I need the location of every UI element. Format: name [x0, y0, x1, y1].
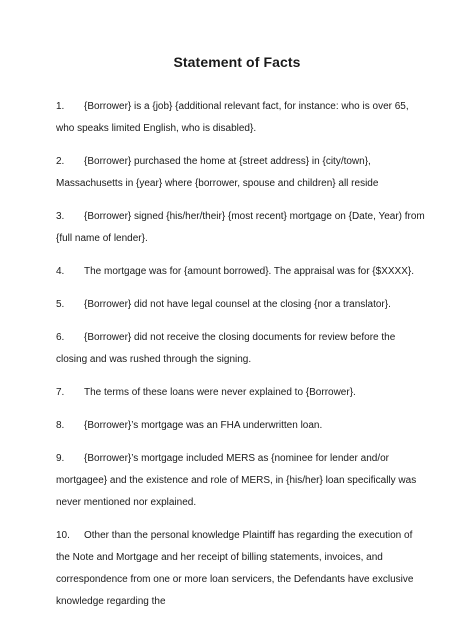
item-text: The terms of these loans were never explained to {Borrower}.: [84, 387, 356, 398]
item-number: 10.: [56, 530, 70, 541]
item-text: {Borrower} purchased the home at {street address} in {city/town}, Massachusetts in {year} where {borrower, spouse and children} all reside: [56, 156, 379, 189]
item-number: 5.: [56, 299, 65, 310]
item-text: {Borrower} did not have legal counsel at the closing {nor a translator}.: [84, 299, 391, 310]
item-text: {Borrower} signed {his/her/their} {most recent} mortgage on {Date, Year) from {full name of lender}.: [56, 211, 425, 244]
list-item: [56, 151, 428, 195]
facts-list: [56, 96, 428, 624]
item-number: 2.: [56, 156, 65, 167]
list-item: [56, 448, 428, 514]
list-item: [56, 525, 428, 613]
item-number: 1.: [56, 101, 65, 112]
item-text: The mortgage was for {amount borrowed}. The appraisal was for {$XXXX}.: [84, 266, 414, 277]
list-item: [56, 206, 428, 250]
item-number: 3.: [56, 211, 65, 222]
item-text: {Borrower}’s mortgage included MERS as {nominee for lender and/or mortgagee} and the existence and role of MERS, in {his/her} loan specifically was never mentioned nor explained.: [56, 453, 417, 508]
item-number: 4.: [56, 266, 65, 277]
list-item: [56, 96, 428, 140]
item-text: Other than the personal knowledge Plaintiff has regarding the execution of the Note and Mortgage and her receipt of billing statements, invoices, and correspondence from one or more loan servicers, the Defendants have exclusive knowledge regarding the: [56, 530, 414, 607]
list-item: [56, 382, 428, 404]
item-number: 8.: [56, 420, 65, 431]
list-item: [56, 261, 428, 283]
item-text: {Borrower} is a {job} {additional relevant fact, for instance: who is over 65, who speaks limited English, who is disabled}.: [56, 101, 409, 134]
list-item: [56, 415, 428, 437]
item-number: 9.: [56, 453, 65, 464]
item-text: {Borrower} did not receive the closing documents for review before the closing and was rushed through the signing.: [56, 332, 396, 365]
item-number: 7.: [56, 387, 65, 398]
list-item: [56, 294, 428, 316]
document-title: Statement of Facts: [173, 54, 301, 70]
item-text: {Borrower}’s mortgage was an FHA underwritten loan.: [84, 420, 323, 431]
list-item: [56, 327, 428, 371]
item-number: 6.: [56, 332, 65, 343]
